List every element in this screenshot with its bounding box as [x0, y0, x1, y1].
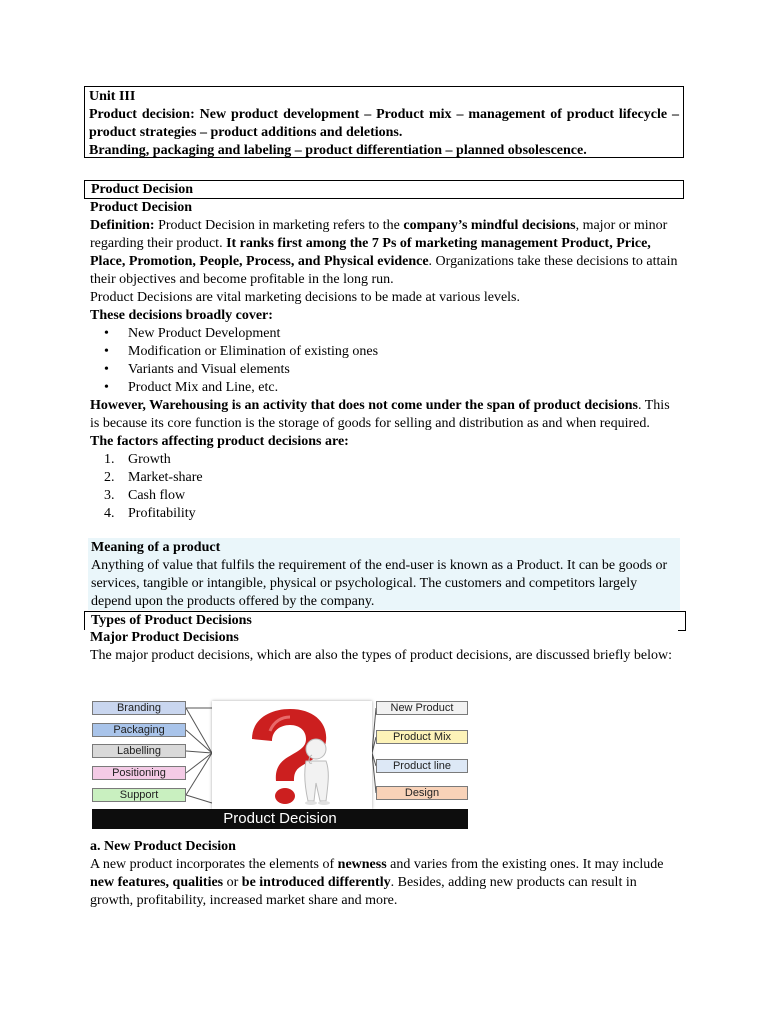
list-number: 3.	[104, 488, 115, 503]
new-product-text-1: A new product incorporates the elements of	[90, 857, 338, 872]
major-heading: Major Product Decisions	[90, 630, 239, 645]
meaning-text: Anything of value that fulfils the requirement of the end-user is known as a Product. It can be goods or services, tangible or intangible, physical or psychological. The customers and competitors largely depend upon the products offered by the company.	[91, 558, 668, 609]
factors-heading: The factors affecting product decisions are:	[90, 434, 349, 449]
major-text: The major product decisions, which are also the types of product decisions, are discussed briefly below:	[90, 648, 673, 663]
section-header-product-decision: Product Decision	[84, 180, 684, 199]
major-decisions-section	[90, 629, 680, 665]
new-product-paragraph	[90, 856, 680, 910]
list-item: • Modification or Elimination of existing ones	[90, 343, 680, 361]
new-product-text-3: or	[223, 875, 242, 890]
definition-text-3: . Organizations take these decisions to attain their objectives and become profitable in the long run.	[90, 254, 678, 287]
list-text: Cash flow	[128, 488, 186, 503]
vital-text: Product Decisions are vital marketing decisions to be made at various levels.	[90, 290, 520, 305]
list-item: • Product Mix and Line, etc.	[90, 379, 680, 397]
list-item	[90, 451, 680, 469]
diagram-label-labelling: Labelling	[92, 744, 186, 758]
product-decision-heading: Product Decision	[90, 200, 193, 215]
unit-title: Unit III	[89, 89, 136, 104]
list-text: Growth	[128, 452, 171, 467]
section-header-types: Types of Product Decisions	[84, 611, 686, 630]
diagram-label-product-line: Product line	[376, 759, 468, 773]
cover-list	[90, 325, 680, 397]
diagram-label-design: Design	[376, 786, 468, 800]
product-decision-diagram	[90, 698, 470, 830]
list-item	[90, 469, 680, 487]
definition-text-2: , major or minor regarding their product.	[90, 218, 668, 251]
meaning-heading: Meaning of a product	[91, 540, 221, 555]
new-product-heading: a. New Product Decision	[90, 839, 236, 854]
question-mark-icon	[212, 701, 372, 809]
diagram-label-support: Support	[92, 788, 186, 802]
list-item	[90, 505, 680, 523]
list-item: • New Product Development	[90, 325, 680, 343]
new-product-text-2: and varies from the existing ones. It may include	[386, 857, 664, 872]
unit-summary-box	[84, 86, 684, 158]
diagram-label-product-mix: Product Mix	[376, 730, 468, 744]
diagram-label-new-product: New Product	[376, 701, 468, 715]
list-number: 2.	[104, 470, 115, 485]
list-item: • Variants and Visual elements	[90, 361, 680, 379]
new-product-bold-2: new features, qualities	[90, 875, 224, 890]
question-mark-figure	[212, 701, 372, 809]
definition-bold-2: It ranks first among the 7 Ps of marketing management Product, Price, Place, Promotion, People, Process, and Physical evidence	[90, 236, 651, 269]
meaning-section	[88, 538, 680, 610]
list-text: Market-share	[128, 470, 203, 485]
new-product-text-4: . Besides, adding new products can result in growth, profitability, increased market share and more.	[90, 875, 637, 908]
warehousing-paragraph	[90, 397, 680, 433]
definition-bold-1: company’s mindful decisions	[403, 218, 576, 233]
diagram-label-branding: Branding	[92, 701, 186, 715]
definition-paragraph	[90, 217, 680, 289]
list-text: Profitability	[128, 506, 196, 521]
list-number: 1.	[104, 452, 115, 467]
list-number: 4.	[104, 506, 115, 521]
factors-list	[90, 451, 680, 523]
product-decision-section	[90, 199, 680, 523]
warehousing-text: . This is because its core function is the storage of goods for selling and distribution as and when required.	[90, 398, 670, 431]
unit-branding-line: Branding, packaging and labeling – product differentiation – planned obsolescence.	[89, 143, 587, 158]
new-product-section	[90, 838, 680, 910]
cover-heading: These decisions broadly cover:	[90, 308, 273, 323]
definition-text-1: Product Decision in marketing refers to the	[154, 218, 404, 233]
unit-topics-line: Product decision: New product development – Product mix – management of product lifecycle –product strategies – product additions and deletions.	[89, 107, 679, 140]
diagram-label-packaging: Packaging	[92, 723, 186, 737]
diagram-label-positioning: Positioning	[92, 766, 186, 780]
definition-label: Definition:	[90, 218, 155, 233]
warehousing-bold: However, Warehousing is an activity that does not come under the span of product decisions	[90, 398, 638, 413]
new-product-bold-3: be introduced differently	[241, 875, 391, 890]
new-product-bold-1: newness	[337, 857, 387, 872]
diagram-banner: Product Decision	[92, 809, 468, 829]
list-item	[90, 487, 680, 505]
